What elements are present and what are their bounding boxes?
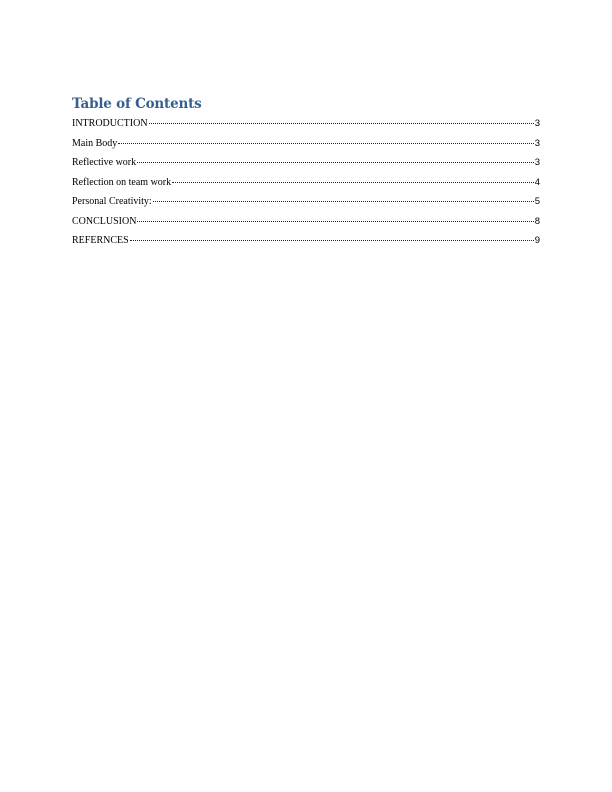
- toc-entry-page: 8: [534, 215, 540, 227]
- toc-entry-label: CONCLUSION: [72, 215, 137, 227]
- dot-leader: [130, 231, 534, 243]
- toc-entry-label: Personal Creativity:: [72, 196, 152, 207]
- toc-entry-label: REFERNCES: [72, 235, 129, 246]
- toc-entry-reflection-on-team-work[interactable]: [72, 173, 540, 188]
- toc-entry-page: 9: [534, 235, 540, 246]
- dot-leader: [118, 134, 533, 146]
- toc-entry-reflective-work[interactable]: [72, 153, 540, 168]
- table-of-contents: [72, 95, 540, 251]
- toc-entry-personal-creativity[interactable]: [72, 192, 540, 207]
- dot-leader: [137, 153, 534, 165]
- toc-entry-label: Main Body: [72, 137, 118, 149]
- toc-entry-label: Reflection on team work: [72, 176, 172, 188]
- toc-entry-label: Reflective work: [72, 157, 137, 168]
- toc-entry-page: 4: [534, 176, 540, 188]
- toc-entry-page: 5: [534, 196, 540, 207]
- toc-entry-page: 3: [534, 118, 540, 129]
- toc-title: Table of Contents: [72, 96, 202, 112]
- toc-entry-main-body[interactable]: [72, 134, 540, 149]
- dot-leader: [153, 192, 534, 204]
- dot-leader: [137, 212, 533, 224]
- toc-entry-references[interactable]: [72, 231, 540, 246]
- toc-entry-label: INTRODUCTION: [72, 118, 148, 129]
- toc-entry-page: 3: [534, 137, 540, 149]
- toc-entry-conclusion[interactable]: [72, 212, 540, 227]
- dot-leader: [149, 114, 534, 126]
- dot-leader: [172, 173, 534, 185]
- toc-entry-introduction[interactable]: [72, 114, 540, 129]
- toc-entry-page: 3: [534, 157, 540, 168]
